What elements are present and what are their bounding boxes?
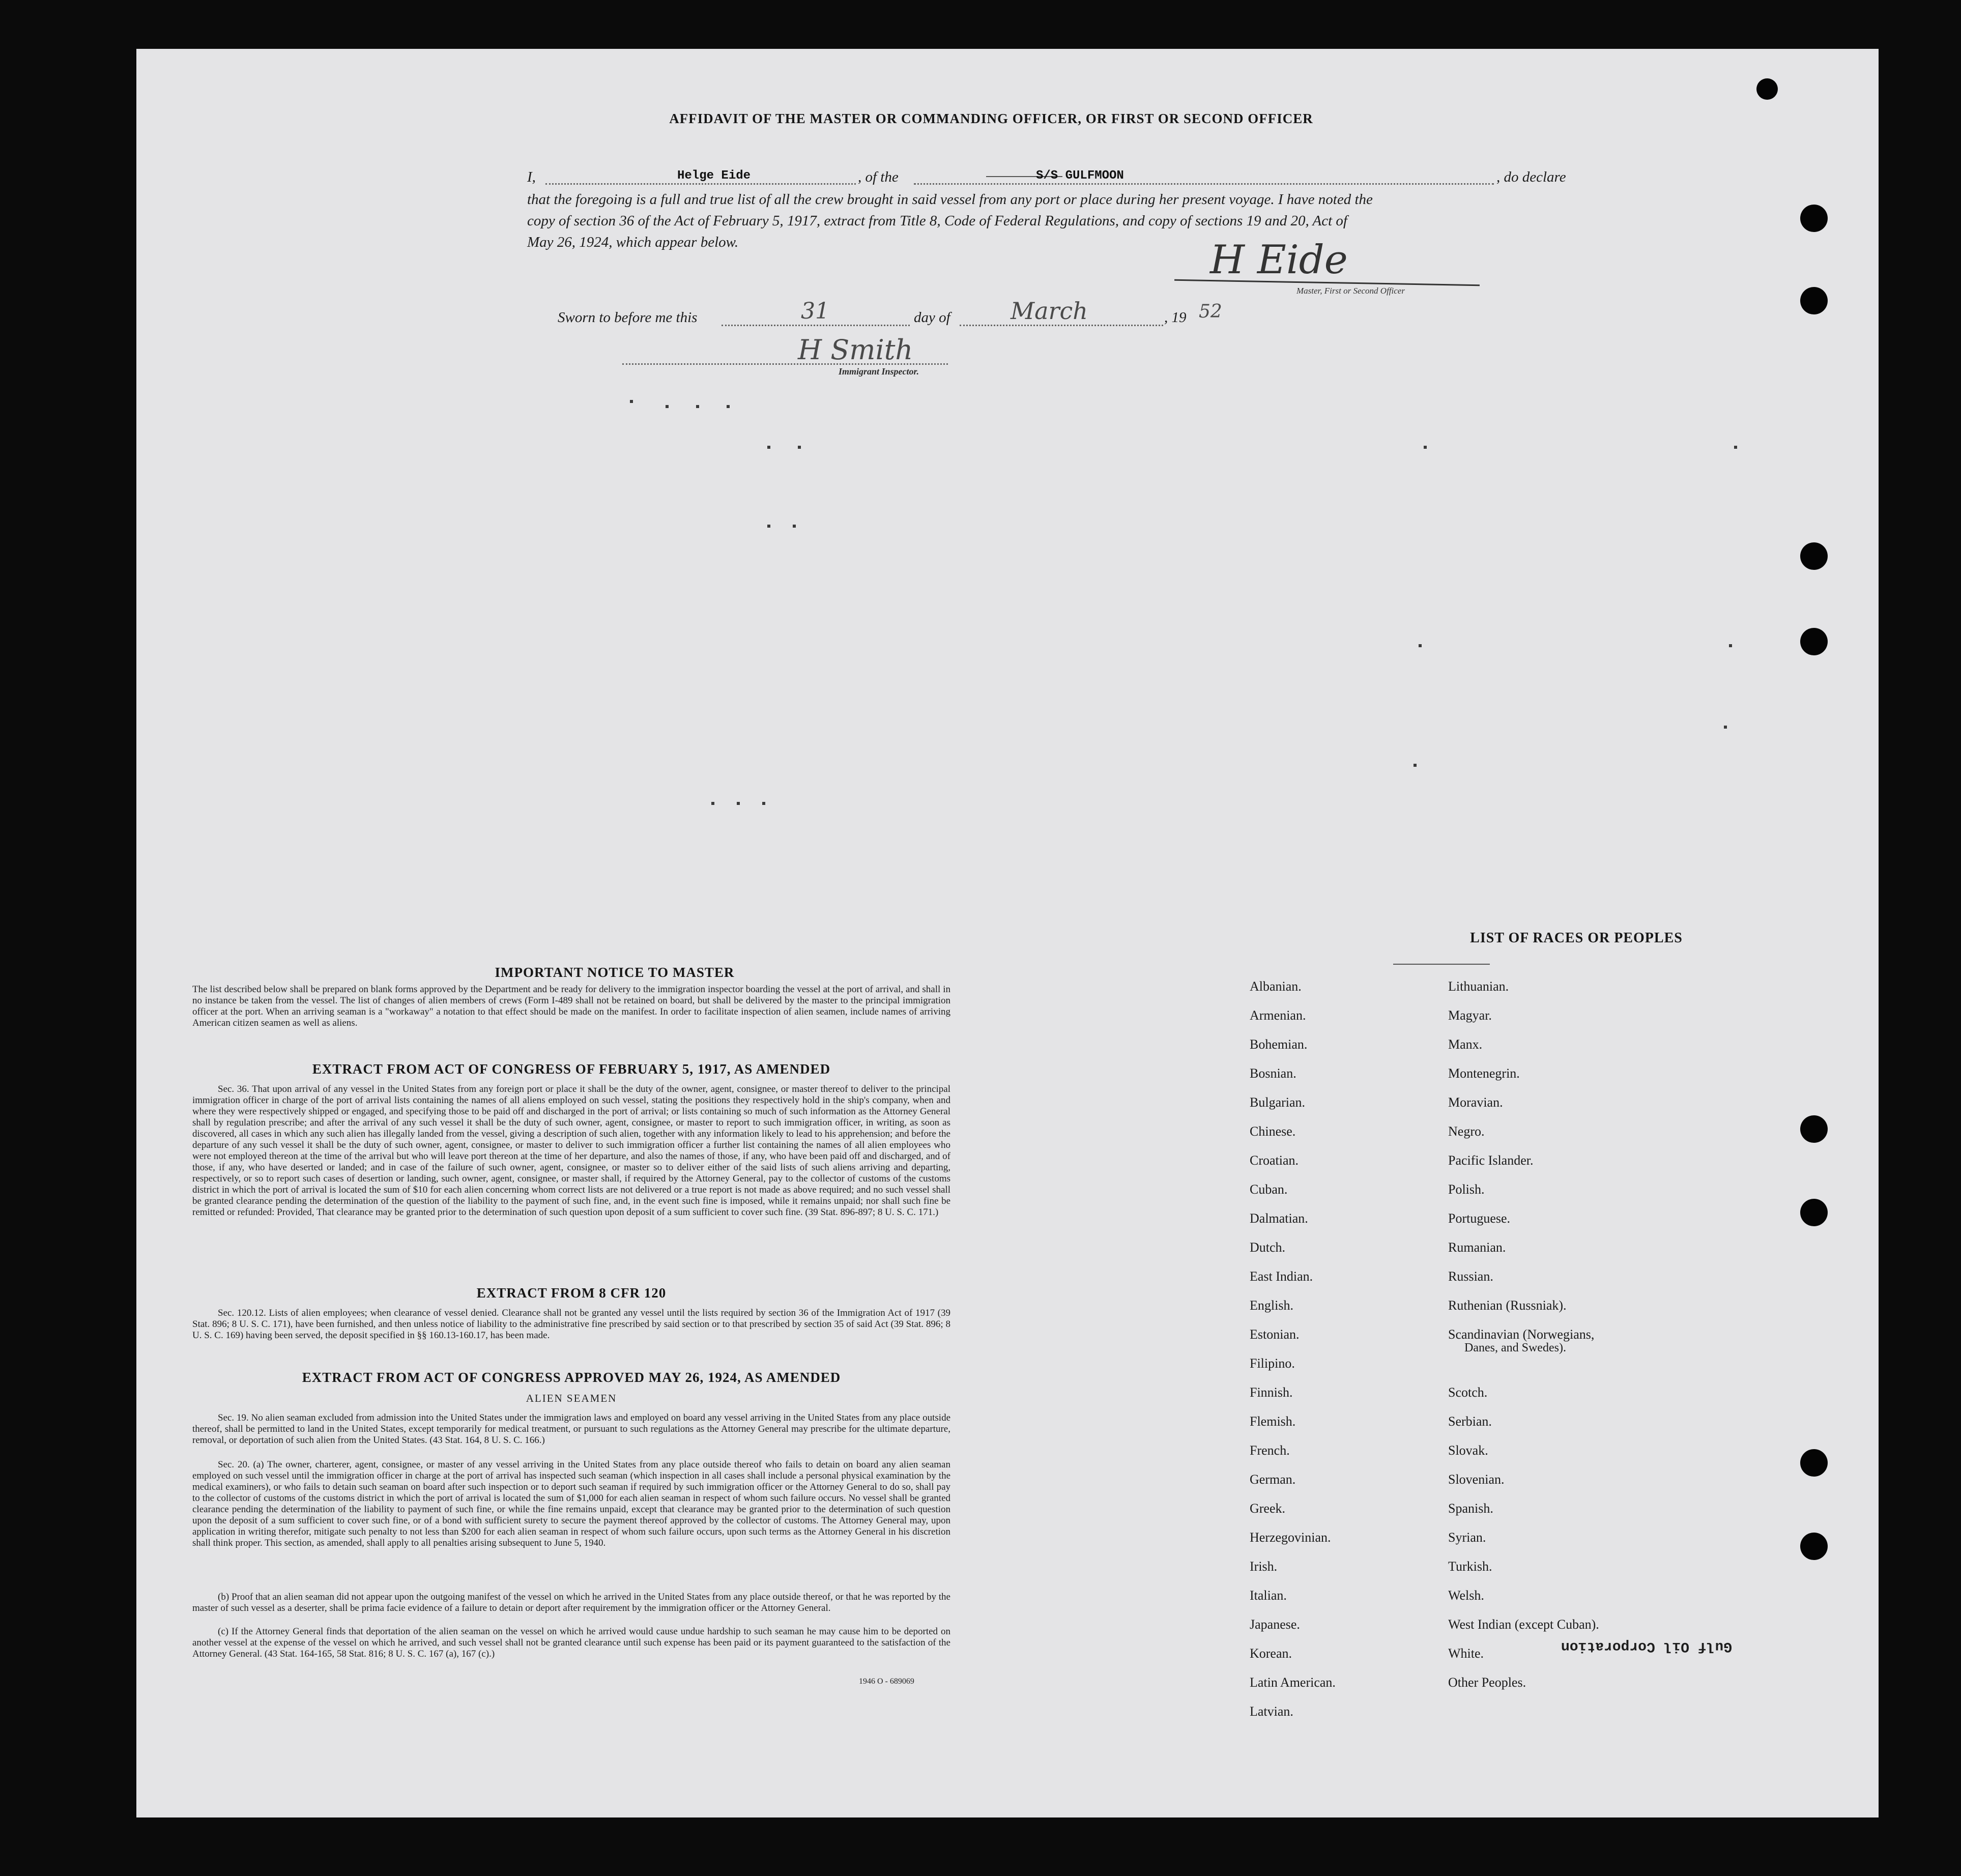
day-line (722, 325, 910, 326)
race-right: Welsh. (1448, 1588, 1484, 1603)
notice-title: IMPORTANT NOTICE TO MASTER (495, 965, 735, 980)
race-right: Spanish. (1448, 1501, 1493, 1516)
race-left: Flemish. (1250, 1414, 1296, 1429)
race-left: Dalmatian. (1250, 1211, 1308, 1226)
race-left: East Indian. (1250, 1269, 1313, 1284)
race-right: Ruthenian (Russniak). (1448, 1298, 1567, 1313)
race-left: Croatian. (1250, 1153, 1299, 1168)
sworn-day: 31 (801, 298, 829, 324)
punch-hole (1800, 628, 1828, 655)
race-right: Serbian. (1448, 1414, 1492, 1429)
race-left: Estonian. (1250, 1327, 1300, 1342)
punch-hole (1800, 1199, 1828, 1226)
declare-label: , do declare (1496, 169, 1566, 185)
race-left: Korean. (1250, 1646, 1292, 1661)
inspector-signature: H Smith (798, 334, 913, 366)
affidavit-line4: May 26, 1924, which appear below. (527, 234, 739, 250)
extract-1924-sec19: Sec. 19. No alien seaman excluded from admission into the United States under the immigration laws and employed on board any vessel arriving in the United States from any place outside thereof, shall be permitted to land in the United States, except temporarily for medical treatment, or pursuant to such regulations as the Attorney General may prescribe for the ultimate departure, removal, or deportation of such alien from the United States. (43 Stat. 164, 8 U. S. C. 166.) (192, 1412, 950, 1446)
master-signature-caption: Master, First or Second Officer (1296, 286, 1405, 296)
race-left: Herzegovinian. (1250, 1530, 1331, 1545)
race-right: Slovenian. (1448, 1472, 1505, 1487)
name-line (545, 183, 856, 185)
race-left: Bulgarian. (1250, 1095, 1306, 1110)
column-mark (727, 405, 730, 408)
race-left: Dutch. (1250, 1240, 1286, 1255)
column-mark (767, 525, 770, 528)
column-mark (711, 802, 714, 805)
race-left: Armenian. (1250, 1008, 1306, 1023)
race-right: Manx. (1448, 1037, 1483, 1052)
inspector-line (622, 363, 948, 365)
race-left: Bohemian. (1250, 1037, 1308, 1052)
race-right: Rumanian. (1448, 1240, 1506, 1255)
punch-hole (1800, 542, 1828, 570)
extract-1917-body: Sec. 36. That upon arrival of any vessel in the United States from any foreign port or place it shall be the duty of the owner, agent, consignee, or master thereof to deliver to the principal immigration officer in charge of the port of arrival lists containing the names of all aliens employed on such vessel, stating the positions they respectively hold in the ship's company, when and where they were respectively shipped or engaged, and specifying those to be paid off and discharged in the port of arrival; or lists containing so much of such information as the Attorney General shall by regulation prescribe; and after the arrival of any such vessel it shall be the duty of such owner, agent, consignee, or master to report to such immigration officer, in writing, as soon as discovered, all cases in which any such alien has illegally landed from the vessel, giving a description of such alien, together with any information likely to lead to his apprehension; and before the departure of any such vessel it shall be the duty of such owner, agent, consignee, or master to deliver to such immigration officer a further list containing the names of all alien employees who were not employed thereon at the time of the arrival but who will leave port thereon at the time of her departure, and also the names of those, if any, who have been paid off and discharged, and of those, if any, who have deserted or landed; and in case of the failure of such owner, agent, consignee, or master so to deliver either of the said lists of such aliens arriving and departing, respectively, or so to report such cases of desertion or landing, such owner, agent, consignee, or master shall, if required by the Attorney General, pay to the collector of customs of the customs district in which the port of arrival is located the sum of $10 for each alien concerning whom correct lists are not delivered or a true report is not made as above required; and no such vessel shall be granted clearance pending the determination of the question of the liability to the payment of such fine, and, in the event such fine is imposed, while it remains unpaid; nor shall such fine be remitted or refunded: Provided, That clearance may be granted prior to the determination of such question upon deposit of a sum sufficient to cover such fine. (39 Stat. 896-897; 8 U. S. C. 171.) (192, 1084, 950, 1218)
race-left: French. (1250, 1443, 1290, 1458)
day-of-label: day of (914, 309, 950, 326)
race-right: Pacific Islander. (1448, 1153, 1534, 1168)
race-right: Montenegrin. (1448, 1066, 1520, 1081)
affidavit-line3: copy of section 36 of the Act of February 5, 1917, extract from Title 8, Code of Federal Regulations, and copy of sections 19 and 20, Act of (527, 213, 1347, 229)
inspector-caption: Immigrant Inspector. (839, 366, 919, 377)
column-mark (1419, 644, 1422, 647)
punch-hole (1756, 78, 1778, 100)
race-left: Irish. (1250, 1559, 1278, 1574)
extract-1924-sec20c: (c) If the Attorney General finds that deportation of the alien seaman on the vessel on which he arrived would cause undue hardship to such seaman he may cause him to be deported on another vessel at the expense of the vessel on which he arrived, and such vessel shall not be granted clearance until such expense has been paid or its payment guaranteed to the satisfaction of the Attorney General. (43 Stat. 164-165, 58 Stat. 816; 8 U. S. C. 167 (a), 167 (c).) (192, 1626, 950, 1659)
column-mark (737, 802, 740, 805)
race-left: English. (1250, 1298, 1293, 1313)
column-mark (762, 802, 765, 805)
extract-1917-title: EXTRACT FROM ACT OF CONGRESS OF FEBRUARY 5, 1917, AS AMENDED (312, 1061, 831, 1077)
column-mark (1724, 726, 1727, 729)
extract-1924-subtitle: ALIEN SEAMEN (526, 1392, 617, 1404)
column-mark (767, 446, 770, 449)
race-right: Russian. (1448, 1269, 1493, 1284)
race-right: West Indian (except Cuban). (1448, 1617, 1599, 1632)
race-right: Other Peoples. (1448, 1675, 1526, 1690)
race-left: Latvian. (1250, 1704, 1293, 1719)
race-right: Negro. (1448, 1124, 1485, 1139)
company-stamp: Gulf Oil Corporation (1561, 1638, 1733, 1654)
race-right: Lithuanian. (1448, 979, 1509, 994)
column-mark (793, 525, 796, 528)
race-right: White. (1448, 1646, 1484, 1661)
punch-hole (1800, 1115, 1828, 1143)
column-mark (666, 405, 669, 408)
race-left: Finnish. (1250, 1385, 1293, 1400)
race-right: Scotch. (1448, 1385, 1488, 1400)
punch-hole (1800, 1449, 1828, 1477)
race-left: Italian. (1250, 1588, 1287, 1603)
of-the-label: , of the (858, 169, 899, 185)
column-mark (1729, 644, 1732, 647)
race-left: Japanese. (1250, 1617, 1300, 1632)
race-right: Moravian. (1448, 1095, 1503, 1110)
column-mark (1424, 446, 1427, 449)
master-name: Helge Eide (677, 169, 751, 183)
sworn-line (558, 297, 1270, 335)
punch-hole (1800, 287, 1828, 314)
race-right: Polish. (1448, 1182, 1485, 1197)
notice-body: The list described below shall be prepared on blank forms approved by the Department and be ready for delivery to the immigration inspector boarding the vessel at the port of arrival, and shall in no instance be taken from the vessel. The list of changes of alien members of crews (Form I-489 shall not be retained on board, but shall be delivered by the master to the principal immigration officer at the port. When an arriving seaman is a "workaway" a notation to that effect should be made on the manifest. In order to facilitate inspection of alien seamen, include names of arriving American citizen seamen as well as aliens. (192, 984, 950, 1028)
race-right: Portuguese. (1448, 1211, 1511, 1226)
race-left: Cuban. (1250, 1182, 1288, 1197)
print-code: 1946 O - 689069 (859, 1677, 914, 1686)
race-right: Turkish. (1448, 1559, 1492, 1574)
extract-cfr-title: EXTRACT FROM 8 CFR 120 (476, 1285, 667, 1301)
sworn-month: March (1011, 297, 1088, 325)
affidavit-line2: that the foregoing is a full and true list of all the crew brought in said vessel from any port or place during her present voyage. I have noted the (527, 191, 1373, 208)
vessel-line (914, 183, 1494, 185)
races-title: LIST OF RACES OR PEOPLES (1470, 930, 1683, 946)
races-title-rule (1393, 964, 1490, 965)
year-prefix: , 19 (1164, 309, 1187, 326)
column-mark (696, 405, 699, 408)
vessel-name: S/S GULFMOON (1036, 169, 1124, 183)
extract-1924-title: EXTRACT FROM ACT OF CONGRESS APPROVED MAY 26, 1924, AS AMENDED (302, 1370, 841, 1385)
race-right: Magyar. (1448, 1008, 1492, 1023)
column-mark (1734, 446, 1737, 449)
race-left: Bosnian. (1250, 1066, 1296, 1081)
race-right: Danes, and Swedes). (1464, 1341, 1566, 1354)
race-left: Greek. (1250, 1501, 1286, 1516)
race-left: Albanian. (1250, 979, 1302, 994)
year-suffix: 52 (1199, 301, 1222, 322)
column-mark (1414, 764, 1417, 767)
punch-hole (1800, 1533, 1828, 1560)
extract-cfr-body: Sec. 120.12. Lists of alien employees; when clearance of vessel denied. Clearance shall not be granted any vessel until the lists required by section 36 of the Immigration Act of 1917 (39 Stat. 896; 8 U. S. C. 171), have been furnished, and then unless notice of liability to the administrative fine prescribed by said section or to that prescribed by section 35 of said Act (39 Stat. 896; 8 U. S. C. 169) having been served, the deposit specified in §§ 160.13-160.17, has been made. (192, 1308, 950, 1341)
punch-hole (1800, 205, 1828, 232)
race-right: Scandinavian (Norwegians, (1448, 1327, 1595, 1342)
sworn-label: Sworn to before me this (558, 309, 698, 326)
i-label: I, (527, 169, 536, 185)
column-mark (630, 400, 633, 403)
column-mark (798, 446, 801, 449)
month-line (960, 325, 1163, 326)
race-left: German. (1250, 1472, 1296, 1487)
document-page (136, 49, 1879, 1817)
race-left: Filipino. (1250, 1356, 1295, 1371)
extract-1924-sec20b: (b) Proof that an alien seaman did not appear upon the outgoing manifest of the vessel on which he arrived in the United States from any place outside thereof, or that he was reported by the master of such vessel as a deserter, shall be prima facie evidence of a failure to detain or deport after requirement by the immigration officer or the Attorney General. (192, 1592, 950, 1613)
race-right: Syrian. (1448, 1530, 1486, 1545)
race-right: Slovak. (1448, 1443, 1488, 1458)
extract-1924-sec20a: Sec. 20. (a) The owner, charterer, agent, consignee, or master of any vessel arriving in the United States from any place outside thereof who fails to detain on board any alien seaman employed on such vessel until the immigration officer in charge at the port of arrival has inspected such seaman (which inspection in all cases shall include a personal physical examination by the medical examiners), or who fails to detain such seaman on board after such inspection or to deport such seaman if required by such immigration officer or the Attorney General to do so, shall pay to the collector of customs of the customs district in which the port of arrival is located the sum of $1,000 for each alien seaman in respect of whom such failure occurs. No vessel shall be granted clearance pending the determination of the liability to payment of such fine, or while the fine remains unpaid, except that clearance may be granted prior to the determination of such question upon the deposit of a sum sufficient to cover such fine, or of a bond with sufficient surety to secure the payment thereof approved by the collector of customs. The Attorney General may, upon application in writing therefor, mitigate such penalty to not less than $200 for each alien seaman in respect of whom such failure occurs, upon such terms as the Attorney General in his discretion shall think proper. This section, as amended, shall apply to all penalties arising subsequent to June 5, 1940. (192, 1459, 950, 1548)
master-signature: H Eide (1210, 237, 1348, 283)
affidavit-line1 (527, 169, 1636, 189)
race-left: Latin American. (1250, 1675, 1336, 1690)
race-left: Chinese. (1250, 1124, 1296, 1139)
affidavit-title: AFFIDAVIT OF THE MASTER OR COMMANDING OFFICER, OR FIRST OR SECOND OFFICER (669, 111, 1313, 126)
